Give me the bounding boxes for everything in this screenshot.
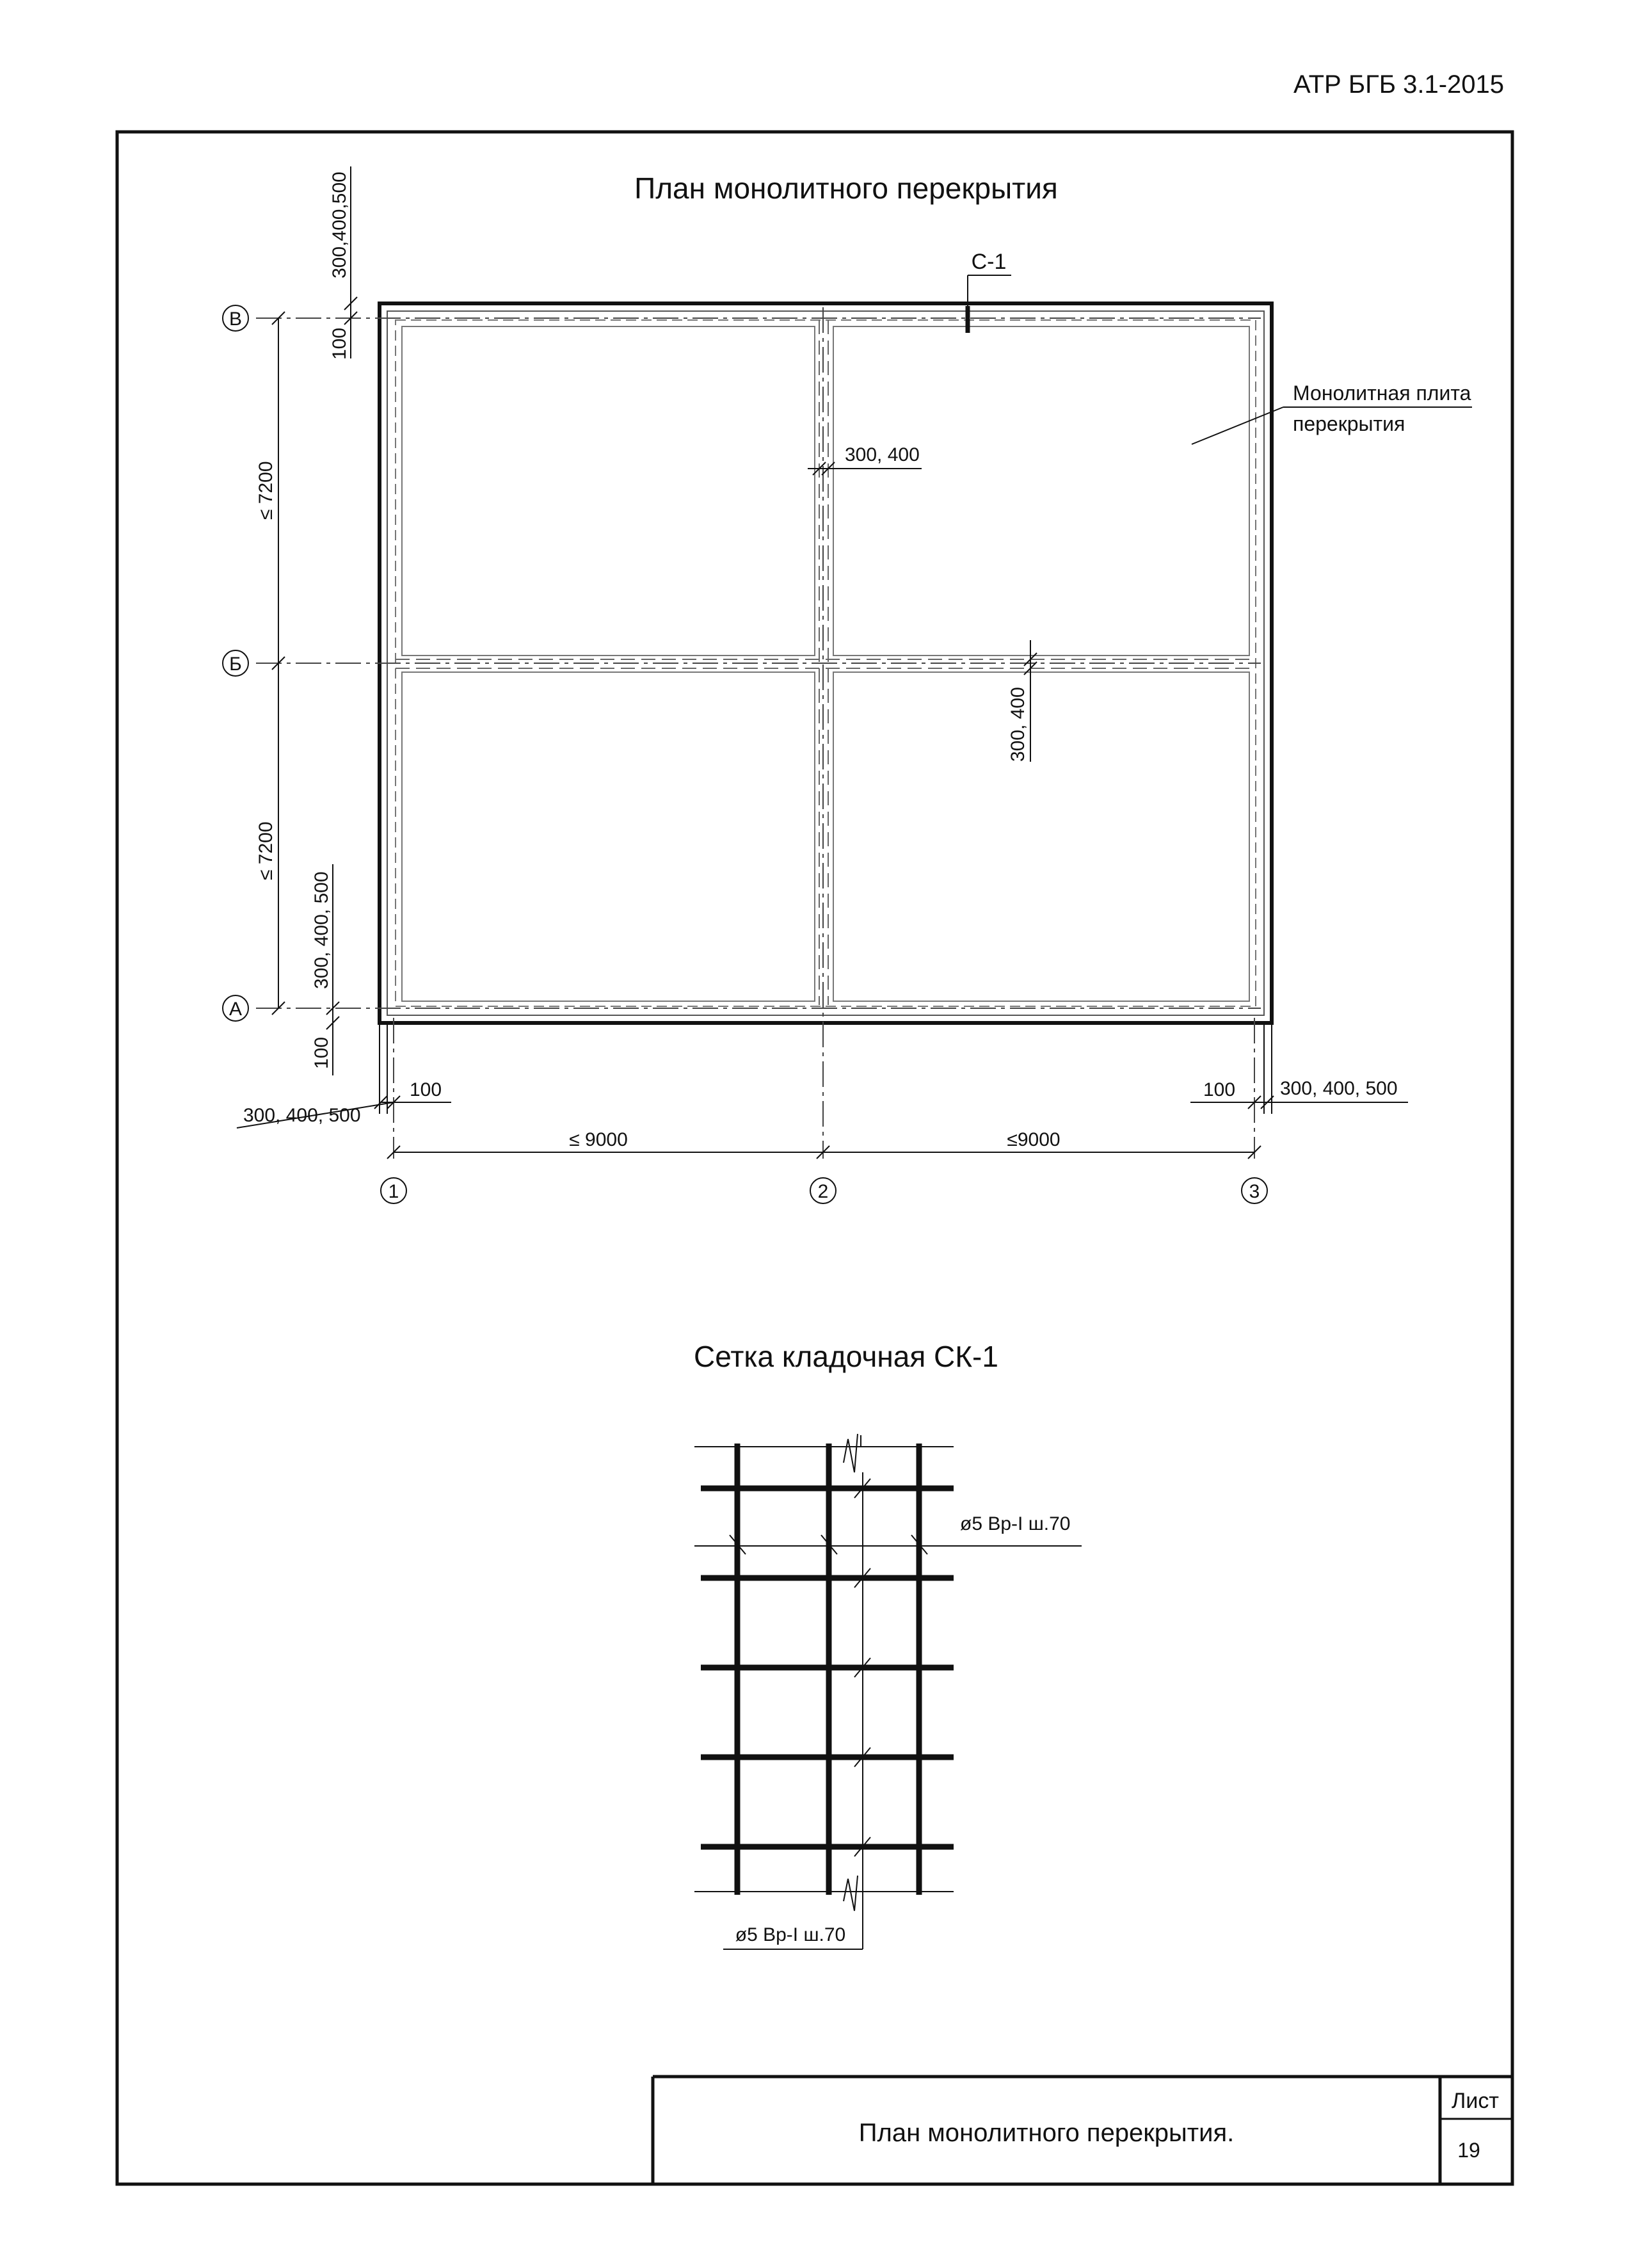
slab-label-line2: перекрытия bbox=[1293, 412, 1405, 435]
axis-marker-v bbox=[223, 305, 248, 331]
title-block-name: План монолитного перекрытия. bbox=[858, 2119, 1235, 2147]
mesh-bar-label-bottom: ø5 Вр-I ш.70 bbox=[735, 1924, 846, 1945]
dim-wall-bottom-right: 300, 400, 500 bbox=[1280, 1078, 1398, 1099]
axis-marker-3 bbox=[1242, 1178, 1267, 1203]
dim-span-y-top: ≤ 7200 bbox=[255, 461, 276, 520]
dim-offset-right: 100 bbox=[1203, 1079, 1236, 1100]
axis-label-1: 1 bbox=[388, 1181, 399, 1202]
axis-marker-b bbox=[223, 650, 248, 676]
title-block-sheet-number: 19 bbox=[1457, 2139, 1480, 2162]
axis-lines bbox=[256, 307, 1261, 1159]
axis-label-v: В bbox=[228, 309, 243, 330]
axis-label-3: 3 bbox=[1249, 1181, 1260, 1202]
dim-wall-left: 300, 400, 500 bbox=[311, 871, 332, 989]
dim-offset-left: 100 bbox=[410, 1079, 442, 1100]
dim-inner-walls bbox=[808, 462, 1037, 762]
section-mark-label: С-1 bbox=[971, 250, 1007, 274]
dim-wall-bottom-left: 300, 400, 500 bbox=[243, 1105, 361, 1126]
axis-label-a: А bbox=[228, 999, 243, 1020]
axis-label-b: Б bbox=[229, 654, 242, 675]
dim-wall-top: 300,400,500 bbox=[329, 172, 350, 278]
dim-inner-wall-h: 300, 400 bbox=[1007, 687, 1029, 762]
doc-code: АТР БГБ 3.1-2015 bbox=[1293, 70, 1504, 99]
mesh-title: Сетка кладочная СК-1 bbox=[694, 1340, 998, 1373]
dim-offset-bottom: 100 bbox=[311, 1036, 332, 1069]
axis-marker-2 bbox=[810, 1178, 836, 1203]
axis-marker-1 bbox=[381, 1178, 406, 1203]
dim-offset-top: 100 bbox=[329, 327, 350, 360]
mesh-frame-lines bbox=[694, 1434, 1082, 1949]
title-block-sheet-label: Лист bbox=[1452, 2089, 1499, 2113]
slab-label bbox=[1192, 382, 1472, 444]
dim-span-x-left: ≤ 9000 bbox=[569, 1129, 628, 1150]
axis-label-2: 2 bbox=[817, 1181, 829, 1202]
dim-span-y-bottom: ≤ 7200 bbox=[255, 821, 276, 880]
slab-label-line1: Монолитная плита bbox=[1293, 382, 1471, 405]
dim-inner-wall-v: 300, 400 bbox=[845, 444, 920, 465]
mesh-bar-label-right: ø5 Вр-I ш.70 bbox=[960, 1513, 1071, 1534]
dim-span-x-right: ≤9000 bbox=[1007, 1129, 1061, 1150]
plan-title: План монолитного перекрытия bbox=[634, 172, 1058, 205]
axis-marker-a bbox=[223, 995, 248, 1021]
